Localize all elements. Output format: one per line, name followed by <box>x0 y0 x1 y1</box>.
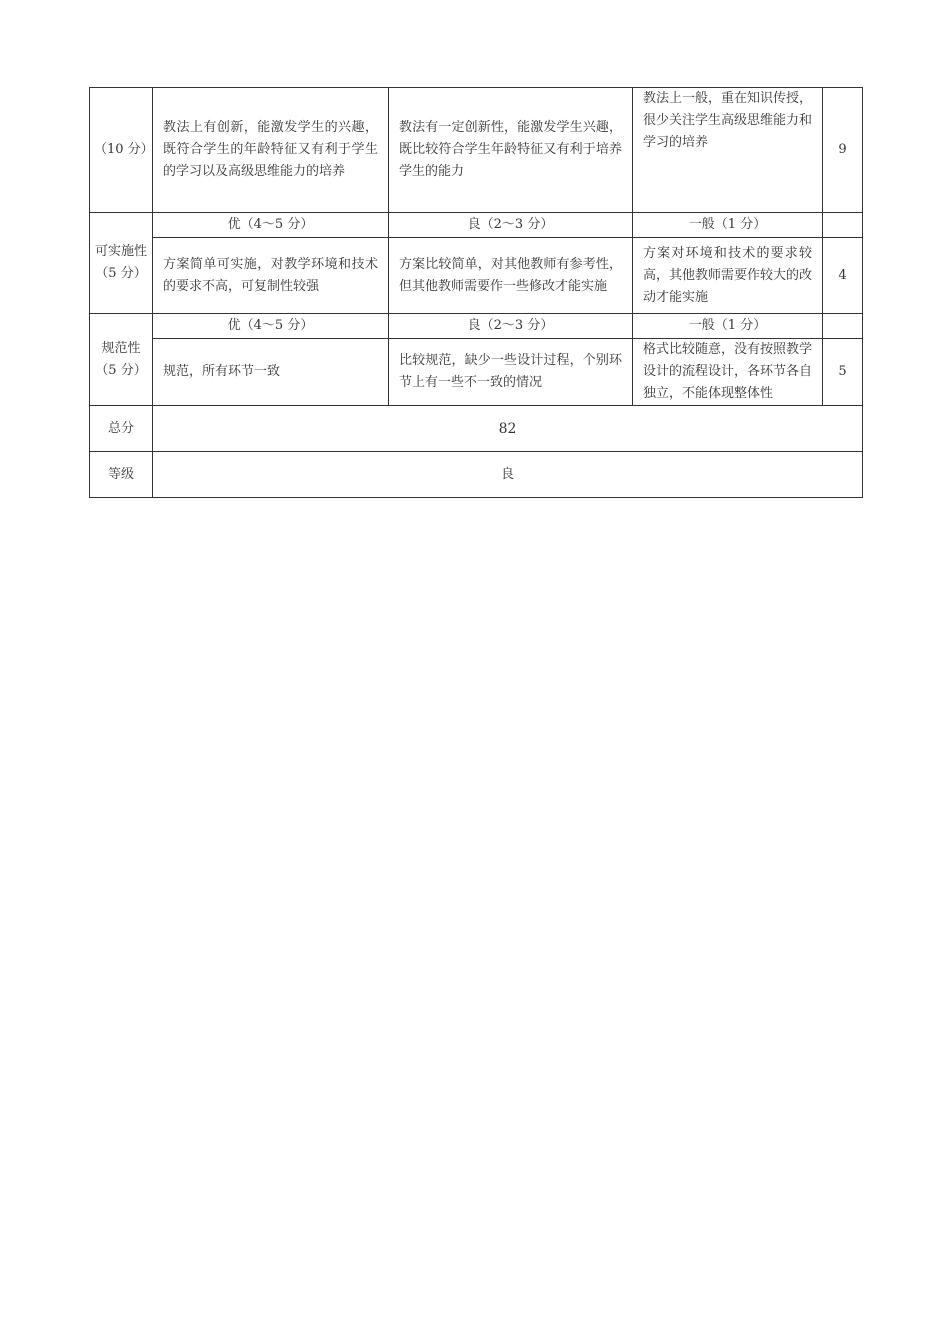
method-row <box>90 88 863 213</box>
method-good-cell <box>389 88 633 213</box>
feasibility-body-row <box>90 238 863 314</box>
standard-excellent-text: 规范，所有环节一致 <box>163 364 281 379</box>
evaluation-rubric-table <box>89 87 863 498</box>
grade-label: 等级 <box>90 452 153 498</box>
feasibility-excellent-header: 优（4～5 分） <box>153 213 389 238</box>
standard-score-header-blank <box>823 314 863 339</box>
method-fair-cell <box>633 88 823 213</box>
feasibility-score-cell <box>823 238 863 314</box>
method-criterion: （10 分） <box>94 142 154 157</box>
feasibility-fair-text: 方案对环境和技术的要求较高，其他教师需要作较大的改动才能实施 <box>643 245 813 305</box>
feasibility-excellent-cell <box>153 238 389 314</box>
feasibility-criterion-cell <box>90 213 153 314</box>
feasibility-score-header-blank <box>823 213 863 238</box>
feasibility-criterion: 可实施性（5 分） <box>94 244 147 281</box>
total-label: 总分 <box>90 406 153 452</box>
grade-value: 良 <box>153 452 863 498</box>
feasibility-good-cell <box>389 238 633 314</box>
standard-body-row <box>90 339 863 406</box>
method-good-text: 教法有一定创新性，能激发学生兴趣，既比较符合学生年龄特征又有利于培养学生的能力 <box>399 120 622 179</box>
method-excellent-cell <box>153 88 389 213</box>
total-row <box>90 406 863 452</box>
feasibility-excellent-text: 方案简单可实施，对教学环境和技术的要求不高，可复制性较强 <box>163 256 378 294</box>
grade-row <box>90 452 863 498</box>
standard-good-text: 比较规范，缺少一些设计过程，个别环节上有一些不一致的情况 <box>399 353 622 390</box>
feasibility-score: 4 <box>838 267 847 283</box>
feasibility-fair-header: 一般（1 分） <box>633 213 823 238</box>
standard-excellent-header: 优（4～5 分） <box>153 314 389 339</box>
feasibility-header-row <box>90 213 863 238</box>
standard-header-row <box>90 314 863 339</box>
standard-fair-text: 格式比较随意，没有按照教学设计的流程设计，各环节各自独立，不能体现整体性 <box>643 342 813 401</box>
method-excellent-text: 教法上有创新，能激发学生的兴趣，既符合学生的年龄特征又有利于学生的学习以及高级思维能力的培养 <box>163 120 378 179</box>
feasibility-good-text: 方案比较简单，对其他教师有参考性，但其他教师需要作一些修改才能实施 <box>399 256 622 294</box>
feasibility-fair-cell <box>633 238 823 314</box>
standard-good-cell <box>389 339 633 406</box>
method-criterion-cell <box>90 88 153 213</box>
total-value: 82 <box>153 406 863 452</box>
standard-criterion-cell <box>90 314 153 406</box>
standard-criterion: 规范性（5 分） <box>95 340 147 378</box>
standard-fair-cell <box>633 339 823 406</box>
method-fair-text: 教法上一般，重在知识传授，很少关注学生高级思维能力和学习的培养 <box>643 91 813 150</box>
standard-good-header: 良（2～3 分） <box>389 314 633 339</box>
method-score-cell <box>823 88 863 213</box>
standard-score: 5 <box>838 364 847 379</box>
standard-score-cell <box>823 339 863 406</box>
standard-fair-header: 一般（1 分） <box>633 314 823 339</box>
standard-excellent-cell <box>153 339 389 406</box>
feasibility-good-header: 良（2～3 分） <box>389 213 633 238</box>
method-score: 9 <box>838 142 847 157</box>
